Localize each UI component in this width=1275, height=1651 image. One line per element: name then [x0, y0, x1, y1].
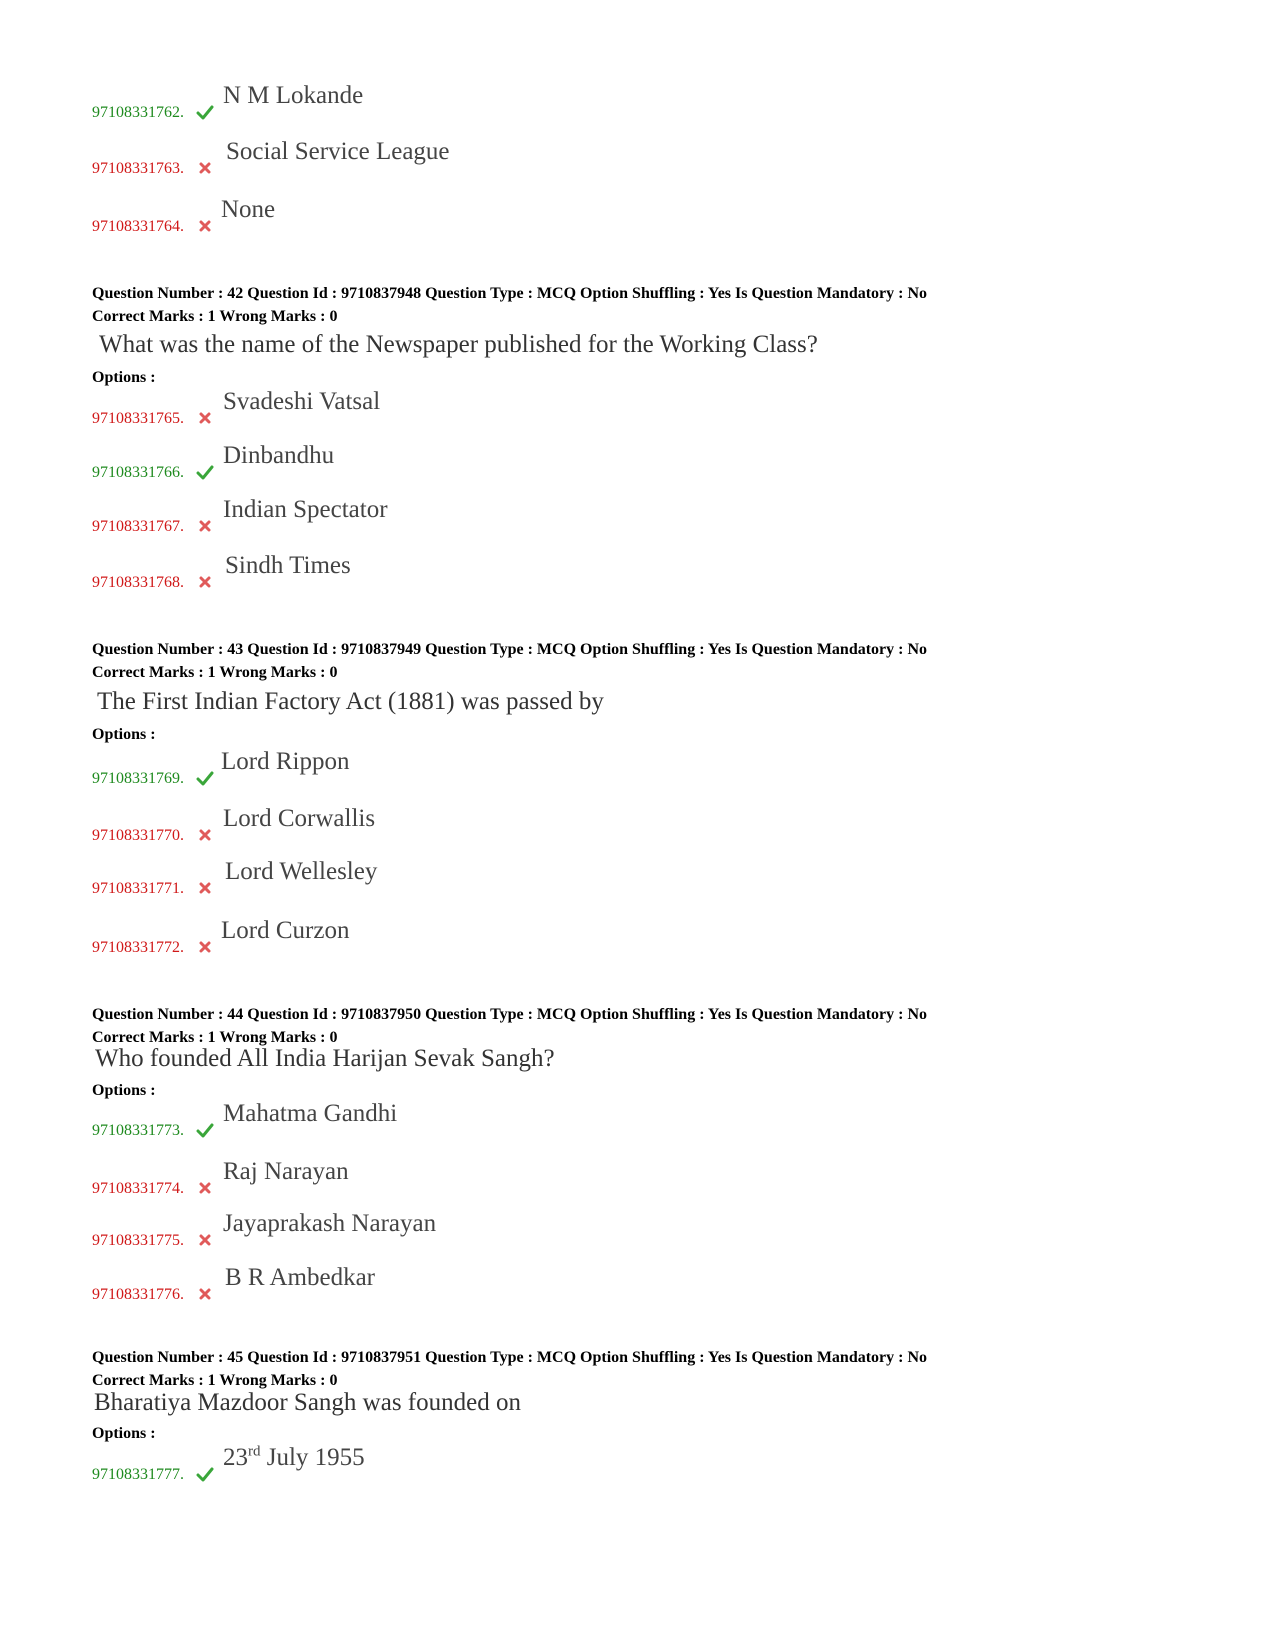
- option-text: Mahatma Gandhi: [223, 1100, 398, 1127]
- option-text: Indian Spectator: [223, 496, 388, 523]
- options-label: Options :: [92, 726, 156, 743]
- option-id: 97108331775.: [92, 1232, 184, 1249]
- option-id: 97108331769.: [92, 770, 184, 787]
- option-text-rest: July 1955: [260, 1444, 365, 1471]
- cross-icon: [196, 218, 214, 234]
- option-text: Lord Corwallis: [223, 805, 376, 832]
- check-icon: [196, 104, 214, 120]
- option-id: 97108331774.: [92, 1180, 184, 1197]
- option-text: None: [221, 196, 276, 223]
- option-text: Dinbandhu: [223, 442, 335, 469]
- question-marks: Correct Marks : 1 Wrong Marks : 0: [92, 308, 338, 325]
- option-text: Jayaprakash Narayan: [223, 1210, 437, 1237]
- question-marks: Correct Marks : 1 Wrong Marks : 0: [92, 664, 338, 681]
- cross-icon: [196, 518, 214, 534]
- option-id: 97108331770.: [92, 827, 184, 844]
- option-text: Raj Narayan: [223, 1158, 349, 1185]
- option-text: B R Ambedkar: [225, 1264, 375, 1291]
- option-id: 97108331772.: [92, 939, 184, 956]
- check-icon: [196, 770, 214, 786]
- option-id: 97108331764.: [92, 218, 184, 235]
- cross-icon: [196, 160, 214, 176]
- option-text-suffix: rd: [248, 1443, 261, 1460]
- option-id: 97108331766.: [92, 464, 184, 481]
- option-text: Social Service League: [226, 138, 450, 165]
- cross-icon: [196, 939, 214, 955]
- option-id: 97108331777.: [92, 1466, 184, 1483]
- cross-icon: [196, 410, 214, 426]
- question-text: Who founded All India Harijan Sevak Sangh?: [95, 1045, 555, 1072]
- cross-icon: [196, 1232, 214, 1248]
- cross-icon: [196, 574, 214, 590]
- option-id: 97108331765.: [92, 410, 184, 427]
- question-marks: Correct Marks : 1 Wrong Marks : 0: [92, 1029, 338, 1046]
- question-text: What was the name of the Newspaper published for the Working Class?: [99, 331, 818, 358]
- question-text: The First Indian Factory Act (1881) was passed by: [97, 688, 604, 715]
- option-text: Svadeshi Vatsal: [223, 388, 381, 415]
- option-id: 97108331773.: [92, 1122, 184, 1139]
- option-text: N M Lokande: [223, 82, 364, 109]
- check-icon: [196, 1122, 214, 1138]
- options-label: Options :: [92, 1425, 156, 1442]
- question-meta: Question Number : 44 Question Id : 9710837950 Question Type : MCQ Option Shuffling : Yes Is Question Mandatory : No: [92, 1006, 928, 1023]
- cross-icon: [196, 1286, 214, 1302]
- option-text: Sindh Times: [225, 552, 351, 579]
- question-meta: Question Number : 43 Question Id : 9710837949 Question Type : MCQ Option Shuffling : Yes Is Question Mandatory : No: [92, 641, 928, 658]
- option-id: 97108331768.: [92, 574, 184, 591]
- option-text: [223, 1444, 365, 1472]
- cross-icon: [196, 880, 214, 896]
- option-id: 97108331763.: [92, 160, 184, 177]
- option-text: Lord Curzon: [221, 917, 350, 944]
- question-meta: Question Number : 42 Question Id : 9710837948 Question Type : MCQ Option Shuffling : Yes Is Question Mandatory : No: [92, 285, 928, 302]
- option-id: 97108331776.: [92, 1286, 184, 1303]
- option-id: 97108331767.: [92, 518, 184, 535]
- question-marks: Correct Marks : 1 Wrong Marks : 0: [92, 1372, 338, 1389]
- cross-icon: [196, 827, 214, 843]
- option-text: Lord Wellesley: [225, 858, 378, 885]
- options-label: Options :: [92, 1082, 156, 1099]
- option-text-day: 23: [223, 1444, 248, 1471]
- cross-icon: [196, 1180, 214, 1196]
- check-icon: [196, 464, 214, 480]
- question-text: Bharatiya Mazdoor Sangh was founded on: [94, 1389, 521, 1416]
- option-id: 97108331771.: [92, 880, 184, 897]
- question-meta: Question Number : 45 Question Id : 9710837951 Question Type : MCQ Option Shuffling : Yes Is Question Mandatory : No: [92, 1349, 928, 1366]
- check-icon: [196, 1466, 214, 1482]
- options-label: Options :: [92, 369, 156, 386]
- option-text: Lord Rippon: [221, 748, 350, 775]
- option-id: 97108331762.: [92, 104, 184, 121]
